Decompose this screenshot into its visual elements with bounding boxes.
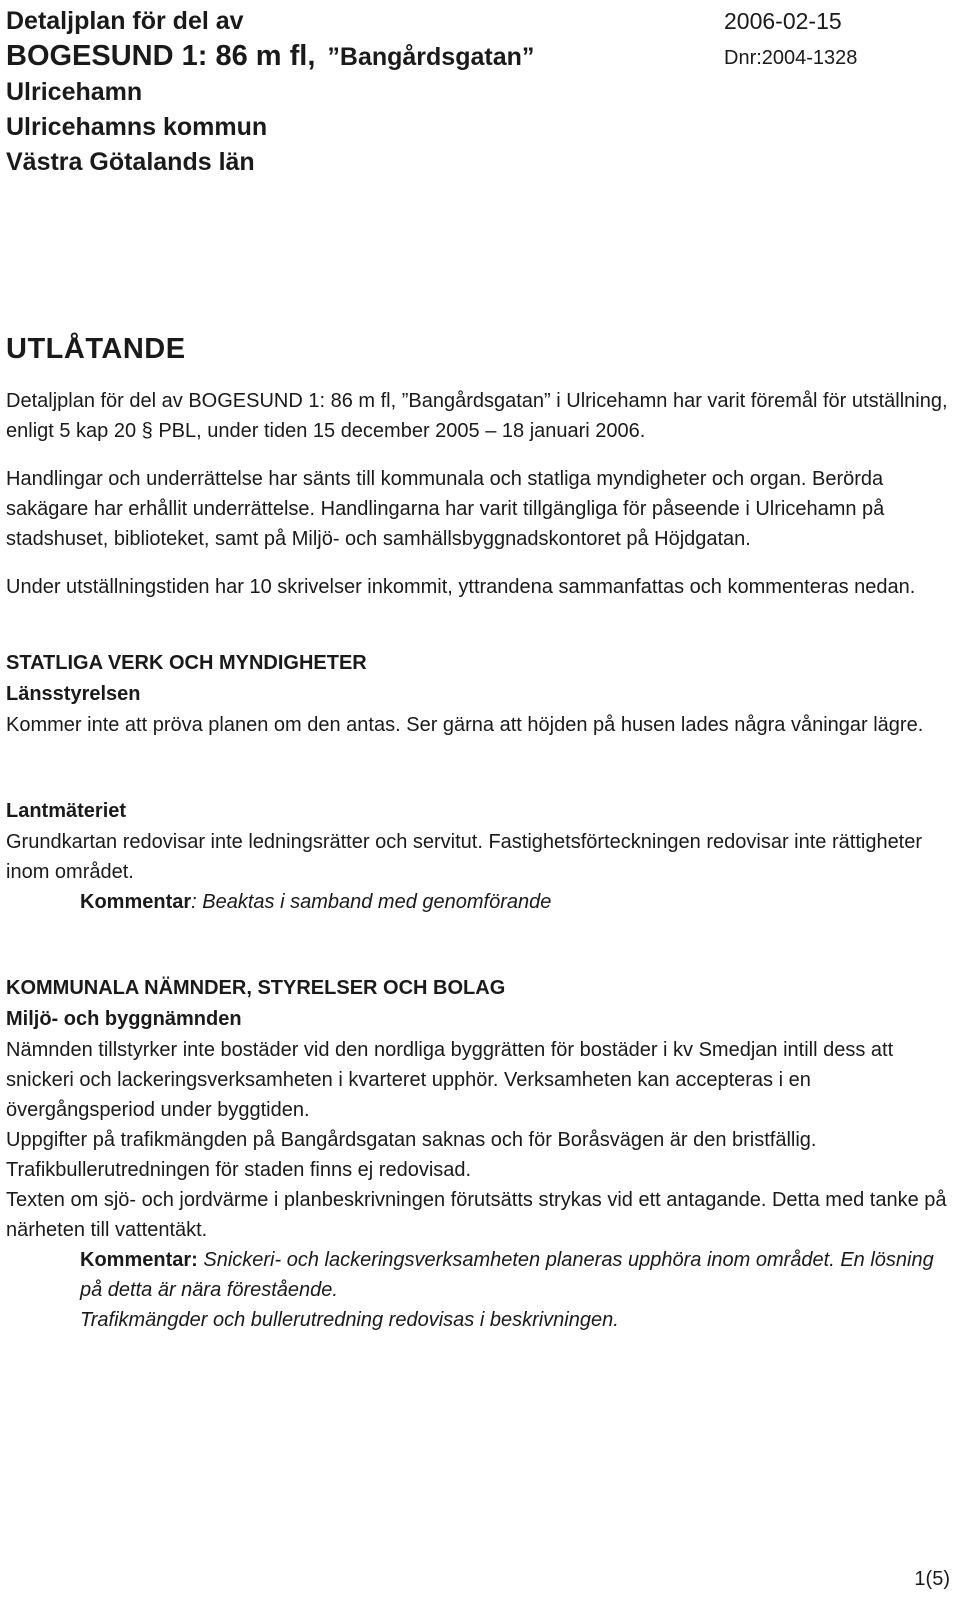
document-dnr: Dnr:2004-1328 [724,47,858,69]
subheading-miljo-och-byggnamnden: Miljö- och byggnämnden [6,1008,242,1030]
comment-text: : Beaktas i samband med genomförande [191,891,552,913]
header-line-2 [6,39,534,75]
intro-paragraph-2: Handlingar och underrättelse har sänts till kommunala och statliga myndigheter och organ. Berörda sakägare har erhållit underrättelse. Handlingarna har varit tillgängliga för påseende i Ulricehamn på stadshuset, biblioteket, samt på Miljö- och samhällsbyggnadskontoret på Höjdgatan. [6,468,885,550]
header-property: BOGESUND 1: 86 m fl, [6,40,316,72]
document-body [6,330,954,1335]
header-line-5: Västra Götalands län [6,148,255,176]
mbn-text-3: Texten om sjö- och jordvärme i planbeskrivningen förutsätts strykas vid ett antagande. Detta med tanke på närheten till vattentäkt. [6,1189,947,1241]
document-date: 2006-02-15 [724,8,842,34]
mbn-comment [80,1245,954,1305]
mbn-text-1: Nämnden tillstyrker inte bostäder vid den nordliga byggrätten för bostäder i kv Smedjan intill dess att snickeri och lackeringsverksamheten i kvarteret upphör. Verksamheten kan accepteras i en övergångsperiod under byggtiden. [6,1039,894,1121]
subheading-lantmateriet: Lantmäteriet [6,800,127,822]
intro-paragraph-3: Under utställningstiden har 10 skrivelser inkommit, yttrandena sammanfattas och kommenteras nedan. [6,576,916,598]
mbn-text-2: Uppgifter på trafikmängden på Bangårdsgatan saknas och för Boråsvägen är den bristfällig. Trafikbullerutredningen för staden finns ej redovisad. [6,1129,817,1181]
page-number: 1(5) [914,1568,950,1590]
header-street: ”Bangårdsgatan” [327,43,535,71]
comment-label: Kommentar: [80,1249,198,1271]
comment-text: Snickeri- och lackeringsverksamheten planeras upphöra inom området. En lösning på detta är nära förestående. [80,1249,934,1301]
header-line-3: Ulricehamn [6,78,143,106]
section-heading-municipal: KOMMUNALA NÄMNDER, STYRELSER OCH BOLAG [6,977,506,999]
lantmateriet-comment [80,887,954,917]
intro-paragraph-1: Detaljplan för del av BOGESUND 1: 86 m fl, ”Bangårdsgatan” i Ulricehamn har varit föremål för utställning, enligt 5 kap 20 § PBL, under tiden 15 december 2005 – 18 januari 2006. [6,390,948,442]
header-line-4: Ulricehamns kommun [6,113,268,141]
comment-text: Trafikmängder och bullerutredning redovisas i beskrivningen. [80,1309,619,1331]
subheading-lansstyrelsen: Länsstyrelsen [6,683,141,705]
lantmateriet-text: Grundkartan redovisar inte ledningsrätter och servitut. Fastighetsförteckningen redovisar inte rättigheter inom området. [6,831,923,883]
document-title: UTLÅTANDE [6,333,186,365]
plan-header [6,4,534,180]
lansstyrelsen-text: Kommer inte att pröva planen om den antas. Ser gärna att höjden på husen lades några våningar lägre. [6,714,924,736]
mbn-comment-continued [80,1305,954,1335]
header-line-1: Detaljplan för del av [6,7,244,35]
comment-label: Kommentar [80,891,192,913]
section-heading-state: STATLIGA VERK OCH MYNDIGHETER [6,652,367,674]
